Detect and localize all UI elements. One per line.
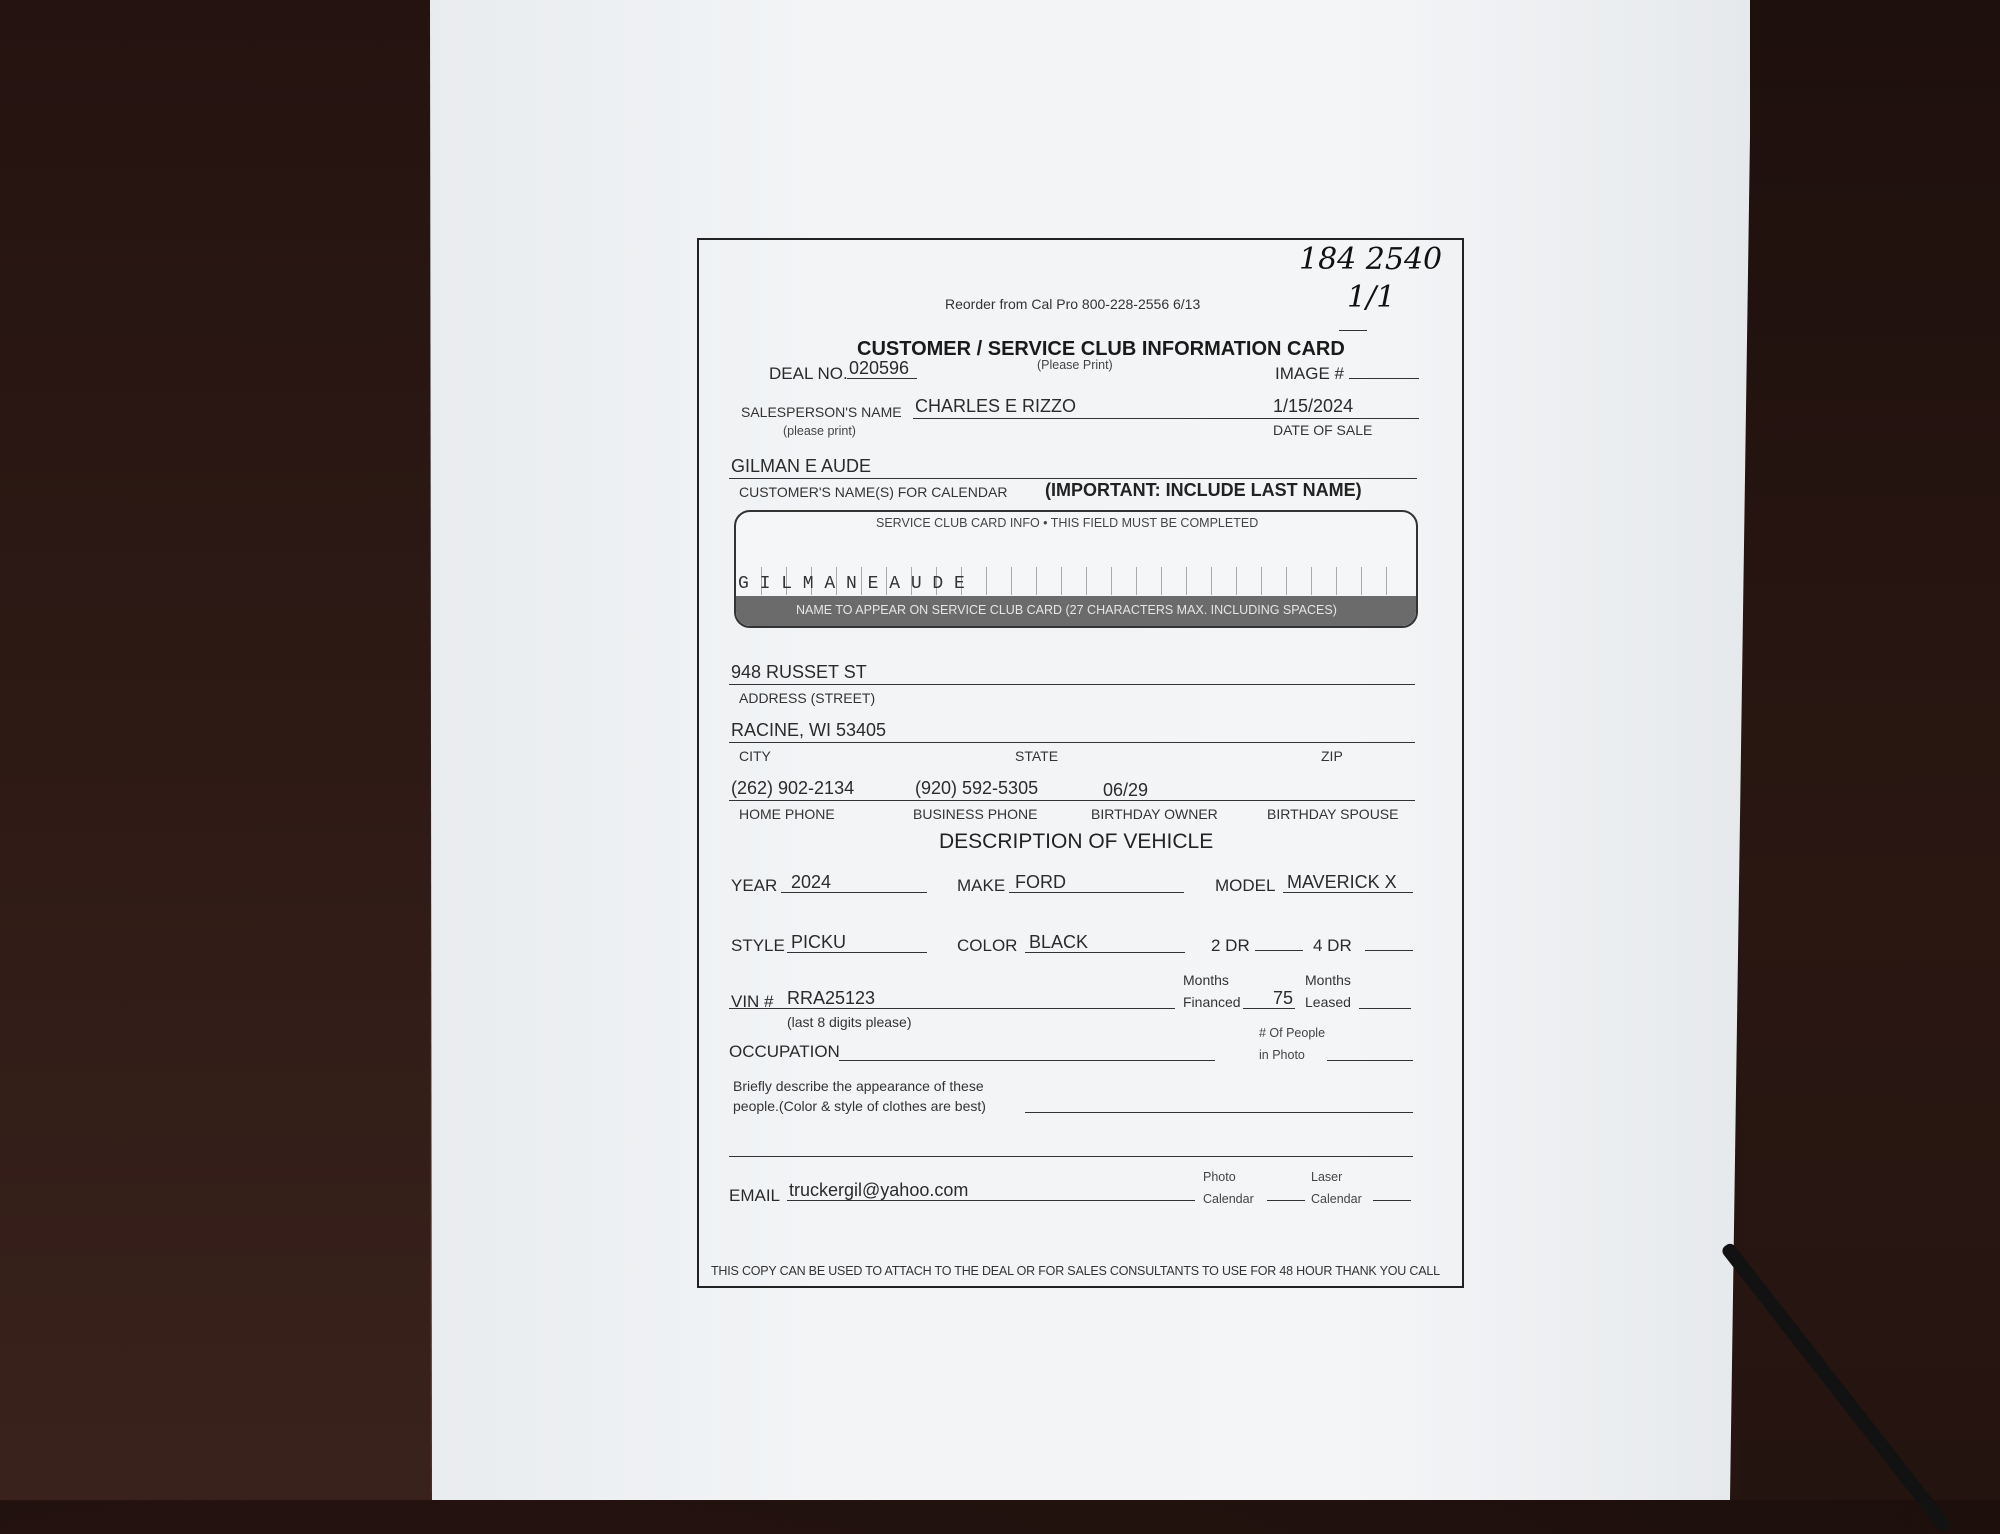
describe-line-1: Briefly describe the appearance of these	[733, 1078, 984, 1094]
info-card	[697, 238, 1464, 1288]
months-label: Months	[1183, 972, 1229, 988]
vin-hint: (last 8 digits please)	[787, 1014, 912, 1030]
vin-label: VIN #	[731, 992, 774, 1011]
color-label: COLOR	[957, 936, 1018, 955]
business-phone-label: BUSINESS PHONE	[913, 806, 1038, 822]
date-of-sale-value: 1/15/2024	[1273, 396, 1354, 416]
date-of-sale-label: DATE OF SALE	[1273, 422, 1373, 438]
customer-name-label: CUSTOMER'S NAME(S) FOR CALENDAR	[739, 484, 1008, 500]
style-value: PICKU	[791, 932, 847, 952]
service-club-box	[734, 510, 1418, 628]
reorder-text: Reorder from Cal Pro 800-228-2556 6/13	[945, 296, 1201, 312]
describe-line-2: people.(Color & style of clothes are best)	[733, 1098, 986, 1114]
desk-surface-left	[0, 0, 430, 1500]
vehicle-header: DESCRIPTION OF VEHICLE	[939, 830, 1214, 853]
year-value: 2024	[791, 872, 832, 892]
state-label: STATE	[1015, 748, 1059, 764]
club-footer-strip	[736, 596, 1416, 626]
make-value: FORD	[1015, 872, 1066, 892]
leased-label: Leased	[1305, 994, 1351, 1010]
address-label: ADDRESS (STREET)	[739, 690, 876, 706]
customer-name-value: GILMAN E AUDE	[731, 456, 872, 476]
business-phone-value: (920) 592-5305	[915, 778, 1039, 798]
form-title: CUSTOMER / SERVICE CLUB INFORMATION CARD	[857, 338, 1345, 360]
city-label: CITY	[739, 748, 771, 764]
deal-no-value: 020596	[849, 358, 910, 378]
vin-value: RRA25123	[787, 988, 876, 1008]
people-label-1: # Of People	[1259, 1026, 1326, 1040]
email-label: EMAIL	[729, 1186, 781, 1205]
address-value: 948 RUSSET ST	[731, 662, 867, 682]
salesperson-label: SALESPERSON'S NAME	[741, 404, 902, 420]
occupation-label: OCCUPATION	[729, 1042, 840, 1061]
photo-calendar-label: Calendar	[1203, 1192, 1254, 1206]
year-label: YEAR	[731, 876, 778, 895]
club-header: SERVICE CLUB CARD INFO • THIS FIELD MUST BE COMPLETED	[876, 516, 1259, 530]
months-financed-value: 75	[1273, 988, 1294, 1008]
salesperson-value: CHARLES E RIZZO	[915, 396, 1077, 416]
color-value: BLACK	[1029, 932, 1089, 952]
birthday-owner-label: BIRTHDAY OWNER	[1091, 806, 1218, 822]
image-label: IMAGE #	[1275, 364, 1344, 383]
laser-label: Laser	[1311, 1170, 1343, 1184]
salesperson-hint: (please print)	[783, 424, 856, 438]
laser-calendar-label: Calendar	[1311, 1192, 1362, 1206]
email-value: truckergil@yahoo.com	[789, 1180, 969, 1200]
four-door-label: 4 DR	[1313, 936, 1352, 955]
club-name-value: G I L M A N E A U D E	[738, 574, 965, 594]
home-phone-label: HOME PHONE	[739, 806, 835, 822]
zip-label: ZIP	[1321, 748, 1343, 764]
city-state-zip-value: RACINE, WI 53405	[731, 720, 887, 740]
months-label-2: Months	[1305, 972, 1351, 988]
birthday-owner-value: 06/29	[1103, 780, 1149, 800]
two-door-label: 2 DR	[1211, 936, 1250, 955]
birthday-spouse-label: BIRTHDAY SPOUSE	[1267, 806, 1399, 822]
financed-label: Financed	[1183, 994, 1241, 1010]
club-footer: NAME TO APPEAR ON SERVICE CLUB CARD (27 CHARACTERS MAX. INCLUDING SPACES)	[796, 603, 1337, 617]
home-phone-value: (262) 902-2134	[731, 778, 855, 798]
model-value: MAVERICK X	[1287, 872, 1397, 892]
model-label: MODEL	[1215, 876, 1276, 895]
people-label-2: in Photo	[1259, 1048, 1305, 1062]
please-print: (Please Print)	[1037, 358, 1113, 372]
make-label: MAKE	[957, 876, 1006, 895]
handwritten-fraction: 1/1	[1347, 280, 1396, 315]
customer-important: (IMPORTANT: INCLUDE LAST NAME)	[1045, 480, 1362, 500]
desk-surface-right	[1740, 0, 2000, 1500]
photo-label: Photo	[1203, 1170, 1236, 1184]
deal-no-label: DEAL NO.	[769, 364, 848, 383]
card-footer: THIS COPY CAN BE USED TO ATTACH TO THE DEAL OR FOR SALES CONSULTANTS TO USE FOR 48 HOUR THANK YOU CALL	[711, 1264, 1440, 1278]
handwritten-number: 184 2540	[1299, 242, 1443, 277]
style-label: STYLE	[731, 936, 785, 955]
